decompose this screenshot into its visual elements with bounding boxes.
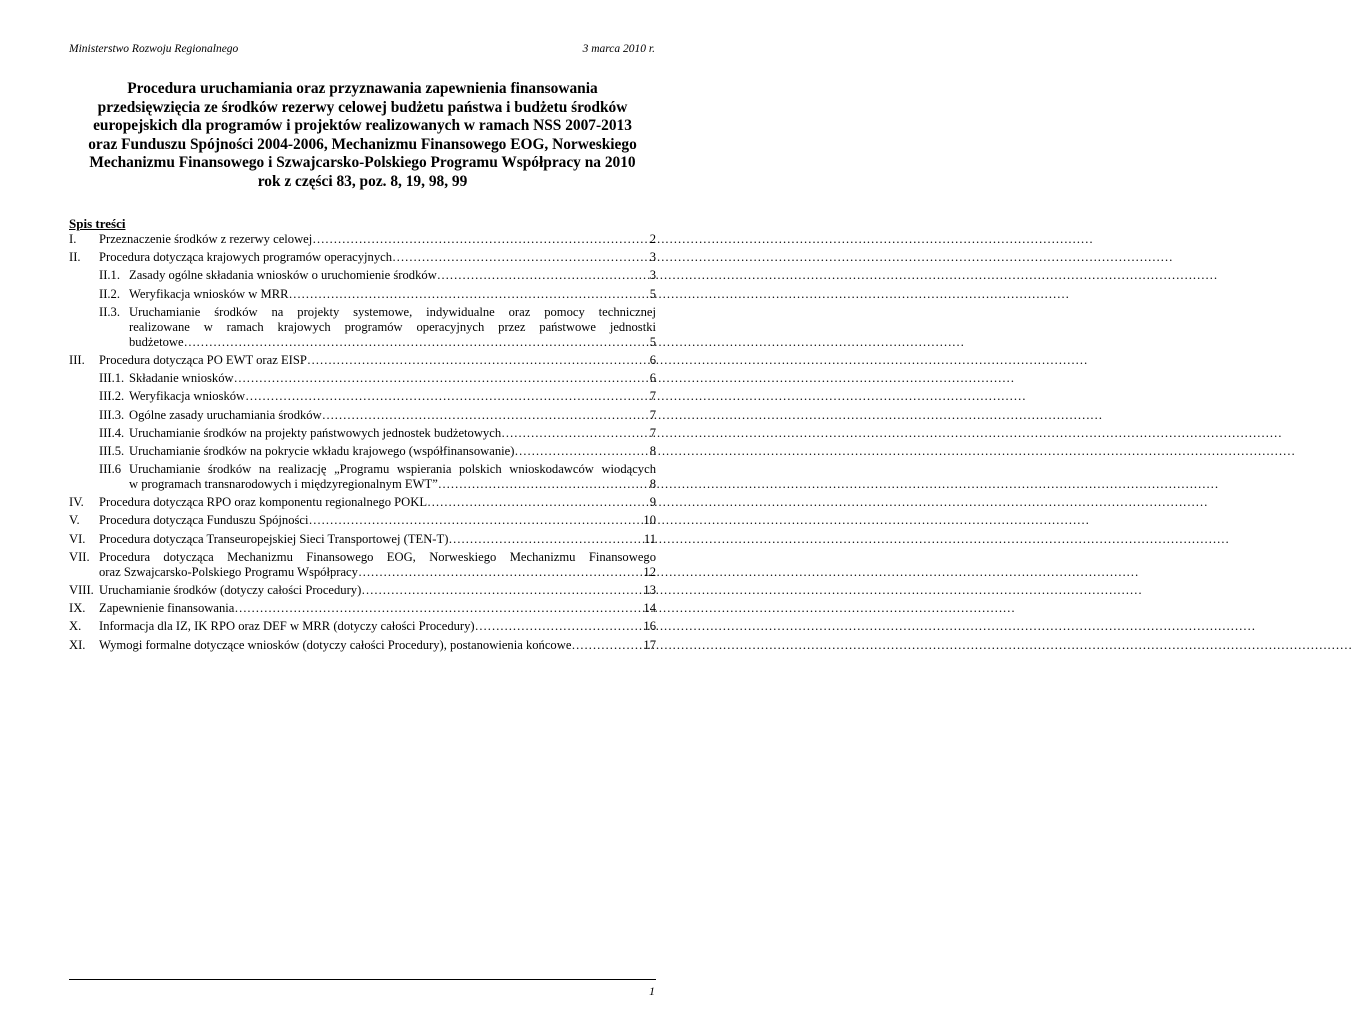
toc-entry-number: III. bbox=[69, 352, 85, 367]
toc-entry-title: Składanie wniosków bbox=[129, 371, 234, 386]
toc-heading: Spis treści bbox=[69, 216, 126, 231]
toc-entry-number: V. bbox=[69, 513, 80, 528]
toc-entry-title: Procedura dotycząca Funduszu Spójności bbox=[99, 513, 309, 528]
title-line: Mechanizmu Finansowego i Szwajcarsko-Polskiego Programu Współpracy na 2010 bbox=[89, 154, 636, 172]
toc-entry-title: Ogólne zasady uruchamiania środków bbox=[129, 407, 322, 422]
toc-entry-text-line: Uruchamianie środków na realizację „Programu wspierania polskich wnioskodawców wiodących bbox=[129, 462, 656, 477]
toc-entry[interactable] bbox=[99, 305, 656, 350]
dot-leader bbox=[358, 565, 643, 580]
toc-entry-number: II.3. bbox=[99, 304, 120, 319]
dot-leader bbox=[501, 426, 650, 441]
toc-entry-page: 5 bbox=[649, 334, 656, 349]
toc-entry-page: 12 bbox=[643, 564, 656, 579]
dot-leader bbox=[448, 532, 643, 547]
toc-entry[interactable] bbox=[69, 550, 656, 580]
toc-entry-number: IX. bbox=[69, 601, 86, 616]
toc-entry-number: III.3. bbox=[99, 407, 125, 422]
toc-entry[interactable] bbox=[99, 408, 656, 423]
toc-entry-title: budżetowe bbox=[129, 334, 184, 349]
dot-leader bbox=[361, 583, 643, 598]
title-line: przedsięwzięcia ze środków rezerwy celowej budżetu państwa i budżetu środków bbox=[97, 98, 628, 116]
dot-leader bbox=[322, 408, 650, 423]
toc-entry-number: II.2. bbox=[99, 286, 120, 301]
table-of-contents bbox=[69, 232, 656, 656]
toc-entry-title: Procedura dotycząca RPO oraz komponentu regionalnego POKL bbox=[99, 495, 428, 510]
dot-leader bbox=[184, 335, 650, 350]
toc-entry-page: 16 bbox=[643, 619, 656, 634]
dot-leader bbox=[234, 601, 643, 616]
title-line: europejskich dla programów i projektów realizowanych w ramach NSS 2007-2013 bbox=[93, 117, 632, 135]
title-line: rok z części 83, poz. 8, 19, 98, 99 bbox=[257, 172, 468, 190]
dot-leader bbox=[427, 495, 650, 510]
toc-entry-title: Procedura dotycząca PO EWT oraz EISP bbox=[99, 352, 307, 367]
document-title bbox=[69, 80, 656, 192]
toc-entry-title: Uruchamianie środków na pokrycie wkładu krajowego (współfinansowanie) bbox=[129, 443, 515, 458]
toc-entry[interactable] bbox=[99, 462, 656, 492]
dot-leader bbox=[307, 353, 650, 368]
dot-leader bbox=[438, 477, 650, 492]
toc-entry-page: 5 bbox=[649, 286, 656, 301]
dot-leader bbox=[437, 268, 650, 283]
toc-entry-title: Zasady ogólne składania wniosków o uruchomienie środków bbox=[129, 268, 437, 283]
toc-entry-page: 8 bbox=[649, 477, 656, 492]
toc-entry-number: II. bbox=[69, 250, 81, 265]
title-line: oraz Funduszu Spójności 2004-2006, Mechanizmu Finansowego EOG, Norweskiego bbox=[88, 135, 637, 153]
dot-leader bbox=[234, 371, 650, 386]
toc-entry-page: 7 bbox=[649, 407, 656, 422]
dot-leader bbox=[312, 232, 649, 247]
toc-entry[interactable] bbox=[69, 250, 656, 265]
toc-entry-number: X. bbox=[69, 619, 82, 634]
toc-entry-text-line: realizowane w ramach krajowych programów operacyjnych przez państwowe jednostki bbox=[129, 319, 656, 334]
toc-entry-title: Uruchamianie środków na projekty państwowych jednostek budżetowych bbox=[129, 425, 502, 440]
toc-entry-title: Przeznaczenie środków z rezerwy celowej bbox=[99, 232, 313, 246]
toc-entry[interactable] bbox=[69, 638, 656, 653]
dot-leader bbox=[392, 250, 650, 265]
toc-entry[interactable] bbox=[69, 583, 656, 598]
toc-entry[interactable] bbox=[69, 513, 656, 528]
dot-leader bbox=[309, 513, 644, 528]
toc-entry[interactable] bbox=[99, 389, 656, 404]
toc-entry-number: III.4. bbox=[99, 425, 125, 440]
toc-entry-title: Informacja dla IZ, IK RPO oraz DEF w MRR (dotyczy całości Procedury) bbox=[99, 619, 475, 634]
toc-entry-title: Weryfikacja wniosków bbox=[129, 389, 246, 404]
toc-entry[interactable] bbox=[99, 444, 656, 459]
dot-leader bbox=[514, 444, 649, 459]
title-line: Procedura uruchamiania oraz przyznawania zapewnienia finansowania bbox=[127, 80, 598, 97]
toc-entry-number: VI. bbox=[69, 531, 86, 546]
toc-entry-text-line: Uruchamianie środków na projekty systemowe, indywidualne oraz pomocy technicznej bbox=[129, 304, 656, 319]
toc-entry-title: w programach transnarodowych i międzyregionalnym EWT” bbox=[129, 477, 438, 492]
toc-entry[interactable] bbox=[99, 426, 656, 441]
toc-entry-page: 3 bbox=[649, 268, 656, 283]
toc-entry[interactable] bbox=[99, 287, 656, 302]
toc-entry-title: Procedura dotycząca Transeuropejskiej Sieci Transportowej (TEN-T) bbox=[99, 531, 449, 546]
toc-entry-page: 8 bbox=[649, 443, 656, 458]
dot-leader bbox=[289, 287, 650, 302]
toc-entry-page: 10 bbox=[643, 513, 656, 528]
toc-entry-title: oraz Szwajcarsko-Polskiego Programu Współpracy bbox=[99, 564, 358, 579]
toc-entry-title: Weryfikacja wniosków w MRR bbox=[129, 286, 289, 301]
toc-entry-page: 3 bbox=[649, 250, 656, 265]
page-number: 1 bbox=[649, 984, 655, 998]
toc-entry-page: 17 bbox=[643, 637, 656, 652]
date-header: 3 marca 2010 r. bbox=[582, 43, 655, 55]
toc-entry-title: Uruchamianie środków (dotyczy całości Procedury) bbox=[99, 583, 362, 597]
toc-entry-title: Zapewnienie finansowania bbox=[99, 601, 235, 616]
toc-entry-number: XI. bbox=[69, 637, 86, 652]
toc-entry-page: 6 bbox=[649, 371, 656, 386]
dot-leader bbox=[245, 389, 650, 404]
toc-entry-number: VIII. bbox=[69, 583, 94, 597]
toc-entry-page: 7 bbox=[649, 425, 656, 440]
toc-entry-page: 7 bbox=[649, 389, 656, 404]
toc-entry[interactable] bbox=[69, 232, 656, 247]
toc-entry-page: 14 bbox=[643, 601, 656, 616]
ministry-header: Ministerstwo Rozwoju Regionalnego bbox=[69, 43, 239, 55]
toc-entry-number: III.2. bbox=[99, 389, 125, 404]
toc-entry-page: 13 bbox=[643, 583, 656, 597]
toc-entry-number: III.1. bbox=[99, 371, 125, 386]
toc-entry-number: III.5. bbox=[99, 443, 125, 458]
toc-entry-page: 11 bbox=[643, 531, 656, 546]
toc-entry-title: Procedura dotycząca krajowych programów operacyjnych bbox=[99, 250, 393, 265]
footer-divider bbox=[69, 979, 656, 980]
toc-entry[interactable] bbox=[69, 353, 656, 368]
toc-entry-number: IV. bbox=[69, 495, 84, 510]
toc-entry[interactable] bbox=[69, 532, 656, 547]
toc-entry-page: 9 bbox=[649, 495, 656, 510]
dot-leader bbox=[571, 638, 643, 653]
toc-entry[interactable] bbox=[99, 371, 656, 386]
toc-entry-number: I. bbox=[69, 232, 77, 246]
toc-entry[interactable] bbox=[69, 619, 656, 634]
toc-entry-number: III.6 bbox=[99, 462, 122, 477]
toc-entry-page: 6 bbox=[649, 352, 656, 367]
toc-entry[interactable] bbox=[69, 601, 656, 616]
toc-entry-page: 2 bbox=[649, 232, 656, 246]
toc-entry-title: Wymogi formalne dotyczące wniosków (dotyczy całości Procedury), postanowienia końcowe bbox=[99, 637, 572, 652]
toc-entry[interactable] bbox=[99, 268, 656, 283]
toc-entry[interactable] bbox=[69, 495, 656, 510]
toc-entry-text-line: Procedura dotycząca Mechanizmu Finansowego EOG, Norweskiego Mechanizmu Finansowego bbox=[99, 549, 656, 564]
dot-leader bbox=[475, 619, 644, 634]
toc-entry-number: VII. bbox=[69, 549, 90, 564]
toc-entry-number: II.1. bbox=[99, 268, 120, 283]
